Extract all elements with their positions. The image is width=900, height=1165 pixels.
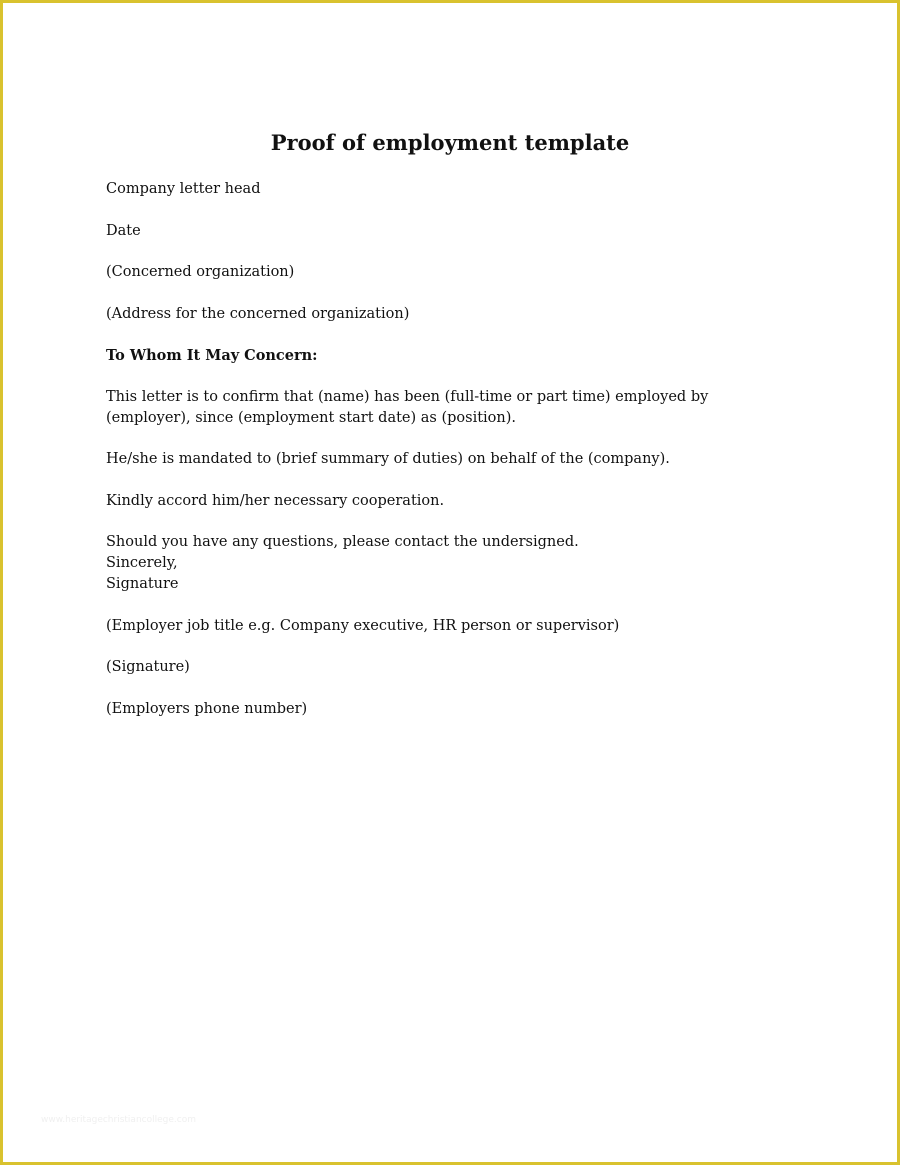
closing-block xyxy=(106,532,746,595)
letter-head-line: Company letter head xyxy=(106,181,261,197)
cooperation-paragraph: Kindly accord him/her necessary cooperation. xyxy=(106,492,445,509)
signature-label: Signature xyxy=(106,576,179,592)
concerned-organization-line: (Concerned organization) xyxy=(106,264,295,280)
employer-phone-line: (Employers phone number) xyxy=(106,700,308,717)
confirmation-line-1: This letter is to confirm that (name) has been (full-time or part time) employed by xyxy=(106,388,709,405)
closing-line: Sincerely, xyxy=(106,555,178,571)
date-line: Date xyxy=(106,222,141,239)
confirmation-paragraph xyxy=(106,387,746,429)
concerned-address-line: (Address for the concerned organization) xyxy=(106,305,410,322)
confirmation-line-2: (employer), since (employment start date) as (position). xyxy=(106,409,517,426)
document-title: Proof of employment template xyxy=(270,130,630,155)
watermark-text: www.heritagechristiancollege.com xyxy=(41,1115,196,1125)
employer-title-line: (Employer job title e.g. Company executive, HR person or supervisor) xyxy=(106,617,620,634)
letter-body xyxy=(106,179,746,740)
questions-line: Should you have any questions, please contact the undersigned. xyxy=(106,534,579,550)
signature-placeholder-line: (Signature) xyxy=(106,659,190,675)
salutation: To Whom It May Concern: xyxy=(106,347,318,364)
duties-paragraph: He/she is mandated to (brief summary of duties) on behalf of the (company). xyxy=(106,451,670,467)
